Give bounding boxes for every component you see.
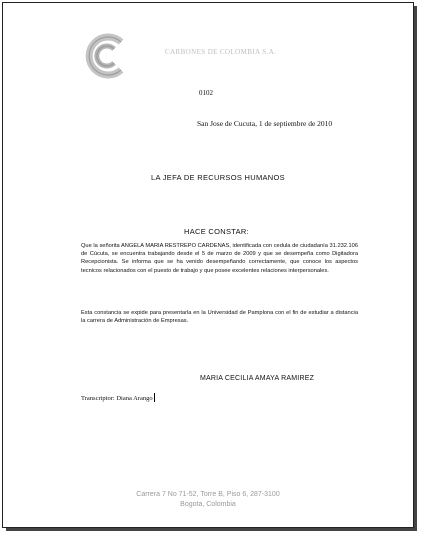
company-logo-icon (81, 33, 127, 79)
transcriber-line[interactable] (81, 393, 155, 402)
transcriber-text: Transcriptor: Diana Arango (81, 395, 153, 402)
signer-name: MARIA CECILIA AMAYA RAMIREZ (200, 375, 315, 382)
place-date: San Jose de Cucuta, 1 de septiembre de 2010 (197, 119, 333, 128)
footer-address: Carrera 7 No 71-52, Torre B, Piso 6, 287-3100 (136, 491, 280, 498)
text-cursor (154, 393, 155, 402)
letter-heading: LA JEFA DE RECURSOS HUMANOS (151, 173, 285, 182)
company-name: CARBONES DE COLOMBIA S.A. (165, 48, 277, 56)
footer-city: Bogota, Colombia (180, 501, 236, 508)
document-page (2, 2, 414, 528)
body-paragraph-2: Esta constancia se expide para presentarla en la Universidad de Pamplona con el fin de estudiar a distancia la carrera de Administración de Empresas. (81, 310, 358, 325)
hace-constar-title: HACE CONSTAR: (184, 227, 250, 236)
body-paragraph-1: Que la señorita ANGELA MARIA RESTREPO CARDENAS, identificada con cedula de ciudadanía 31.232.106 de Cúcuta, se encuentra trabajando desde el 5 de marzo de 2009 y que se desempeña como Digitadora Recepcionista. Se informa que se ha venido desempeñando correctamente, que conoce los aspectos tecnicos relacionados con el puesto de trabajo y que posee excelentes relaciones interpersonales. (81, 243, 358, 274)
reference-number: 0102 (199, 89, 213, 97)
